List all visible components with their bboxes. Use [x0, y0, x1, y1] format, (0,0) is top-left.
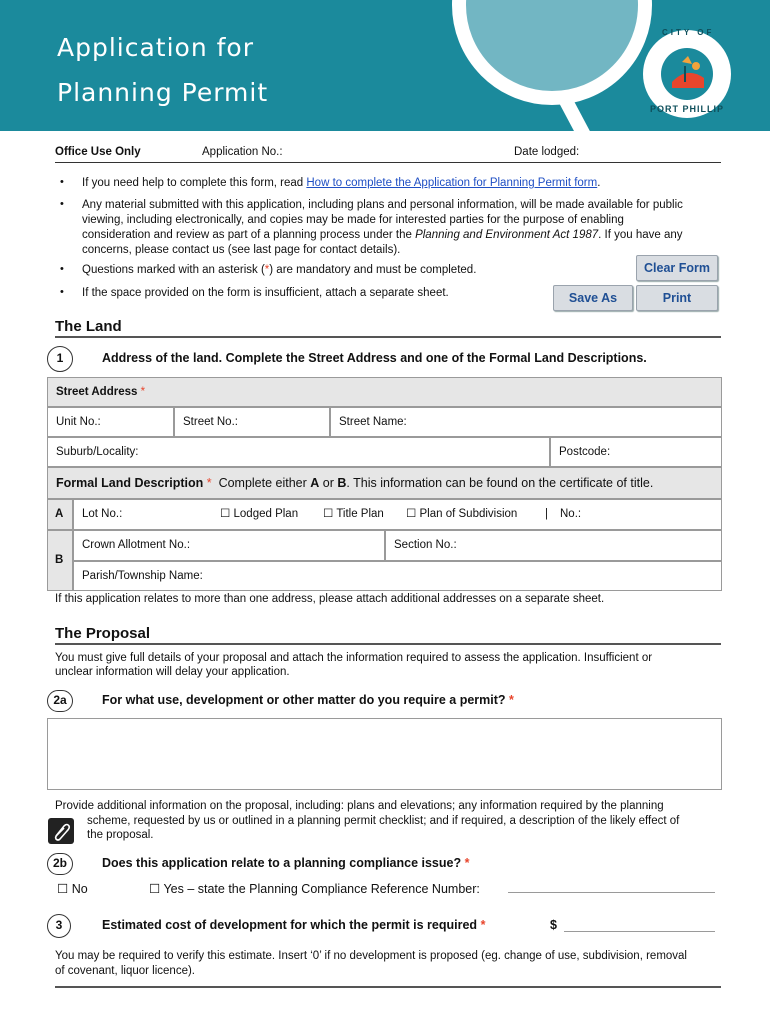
compliance-reference-input[interactable] [508, 892, 715, 893]
clear-form-button[interactable]: Clear Form [636, 255, 718, 281]
verify-estimate-note [55, 949, 687, 978]
question-number-2b: 2b [47, 853, 73, 875]
bullet-help-post: . [597, 177, 601, 189]
save-as-button[interactable]: Save As [553, 285, 633, 311]
question-2a-text [102, 693, 514, 707]
lot-no-label: Lot No.: [82, 508, 123, 520]
question-2a-label: For what use, development or other matter do you require a permit? [102, 693, 506, 707]
bullet-asterisk [82, 263, 476, 278]
bullet-space: If the space provided on the form is insufficient, attach a separate sheet. [82, 287, 449, 299]
required-marker: * [480, 918, 486, 932]
additional-info [55, 799, 725, 843]
postcode-label: Postcode: [559, 446, 611, 458]
additional-info-line1: Provide additional information on the proposal, including: plans and elevations; any information required by the planning [55, 800, 664, 812]
header-banner [0, 0, 770, 131]
formal-desc-a: A [310, 476, 320, 490]
postcode-field[interactable] [550, 437, 722, 467]
question-number-1: 1 [47, 346, 73, 372]
bullet-asterisk-pre: Questions marked with an asterisk ( [82, 264, 265, 276]
crown-allotment-field[interactable] [73, 530, 385, 561]
divider: | [545, 508, 548, 520]
yes-label: Yes – state the Planning Compliance Reference Number: [163, 882, 480, 896]
lot-no-field[interactable] [73, 499, 722, 530]
logo-bottom-text: PORT PHILLIP [650, 104, 725, 114]
verify-line1: You may be required to verify this estimate. Insert ‘0’ if no development is proposed (eg. change of use, subdivision, removal [55, 950, 687, 962]
section-no-label: Section No.: [394, 539, 457, 551]
page-title-line1: Application for [57, 33, 255, 62]
section-no-field[interactable] [385, 530, 722, 561]
question-2b-text [102, 856, 469, 870]
required-marker: * [206, 476, 212, 490]
how-to-complete-link[interactable]: How to complete the Application for Planning Permit form [306, 177, 598, 189]
suburb-label: Suburb/Locality: [56, 446, 139, 458]
city-logo [632, 22, 742, 122]
multiple-address-note: If this application relates to more than one address, please attach additional addresses on a separate sheet. [55, 593, 605, 605]
required-marker: * [140, 386, 146, 398]
question-1-text: Address of the land. Complete the Street Address and one of the Formal Land Descriptions. [102, 351, 647, 365]
compliance-no-option[interactable] [57, 881, 88, 896]
bullet-material-line3-pre: consideration and review as part of a planning process under the [82, 229, 416, 241]
question-3-label: Estimated cost of development for which the permit is required [102, 918, 478, 932]
question-2b-label: Does this application relate to a planning compliance issue? [102, 856, 462, 870]
application-no-label: Application No.: [202, 146, 283, 158]
lodged-plan-option[interactable] [220, 500, 298, 529]
question-number-2a: 2a [47, 690, 73, 712]
bullet-help-pre: If you need help to complete this form, read [82, 177, 307, 189]
act-name: Planning and Environment Act 1987 [415, 229, 599, 241]
office-use-label: Office Use Only [55, 146, 141, 158]
verify-line2: of covenant, liquor licence). [55, 964, 195, 977]
formal-desc-post: . This information can be found on the certificate of title. [346, 476, 654, 490]
formal-desc-b: B [337, 476, 347, 490]
section-title-land: The Land [55, 318, 122, 335]
row-b-label [47, 530, 73, 591]
asterisk-marker: * [264, 264, 270, 276]
bullet-material-line3 [82, 228, 722, 243]
street-address-header [47, 377, 722, 407]
street-no-label: Street No.: [183, 416, 238, 428]
unit-no-field[interactable] [47, 407, 174, 437]
proposal-intro-line2: unclear information will delay your application. [55, 666, 290, 678]
print-button[interactable]: Print [636, 285, 718, 311]
checkbox-icon: ☐ [220, 508, 231, 520]
section-rule-land [55, 336, 721, 338]
paperclip-glyph-icon [48, 818, 74, 844]
checkbox-icon: ☐ [149, 882, 161, 896]
street-name-label: Street Name: [339, 416, 407, 428]
question-number-3: 3 [47, 914, 71, 938]
bullet-asterisk-post: ) are mandatory and must be completed. [269, 264, 477, 276]
bullet-dot: • [60, 286, 64, 298]
bullet-material [82, 198, 722, 258]
parish-label: Parish/Township Name: [82, 570, 203, 582]
suburb-field[interactable] [47, 437, 550, 467]
decorative-stem [559, 97, 590, 131]
bullet-help [82, 176, 600, 191]
row-a-label: A [47, 499, 73, 530]
page-title-line2: Planning Permit [57, 78, 269, 107]
row-b-text: B [55, 554, 64, 566]
plan-of-subdivision-label: Plan of Subdivision [419, 508, 518, 520]
bullet-material-line2: viewing, including electronically, and copies may be made for interested parties for the purpose of enabling [82, 214, 624, 226]
checkbox-icon: ☐ [57, 882, 69, 896]
paperclip-icon [48, 818, 74, 844]
proposal-intro [55, 651, 652, 679]
bullet-dot: • [60, 176, 64, 188]
compliance-yes-option[interactable] [149, 881, 480, 896]
parish-field[interactable] [73, 561, 722, 591]
date-lodged-label: Date lodged: [514, 146, 580, 158]
checkbox-icon: ☐ [323, 508, 334, 520]
bullet-material-line1: Any material submitted with this application, including plans and personal information, will be made available for public [82, 199, 683, 211]
street-name-field[interactable] [330, 407, 722, 437]
office-rule [55, 162, 721, 163]
street-address-label: Street Address [56, 386, 138, 398]
formal-desc-label: Formal Land Description [56, 476, 204, 490]
lodged-plan-label: Lodged Plan [233, 508, 299, 520]
section-rule-proposal [55, 643, 721, 645]
question-3-text [102, 918, 485, 932]
title-plan-label: Title Plan [336, 508, 384, 520]
street-no-field[interactable] [174, 407, 330, 437]
bullet-material-line3-post: . If you have any [598, 229, 683, 241]
additional-info-line2: scheme, requested by us or outlined in a planning permit checklist; and if required, a description of the likely effect of [87, 814, 680, 827]
no-label: No [71, 882, 88, 896]
unit-no-label: Unit No.: [56, 416, 101, 428]
proposal-intro-line1: You must give full details of your proposal and attach the information required to assess the application. Insufficient or [55, 652, 653, 664]
title-plan-option[interactable] [323, 500, 384, 529]
proposal-textarea[interactable] [47, 718, 722, 790]
formal-desc-or: or [319, 476, 338, 490]
dollar-sign: $ [550, 918, 557, 932]
required-marker: * [509, 693, 514, 707]
crown-allotment-label: Crown Allotment No.: [82, 539, 191, 551]
formal-desc-pre: Complete either [218, 476, 311, 490]
bullet-dot: • [60, 198, 64, 210]
logo-top-text: CITY OF [662, 28, 715, 37]
plan-of-subdivision-option[interactable] [406, 500, 517, 529]
required-marker: * [464, 856, 470, 870]
bottom-rule [55, 986, 721, 988]
decorative-ring [452, 0, 652, 105]
checkbox-icon: ☐ [406, 508, 417, 520]
estimated-cost-input[interactable] [564, 931, 715, 932]
bullet-material-line4: concerns, please contact us (see last page for contact details). [82, 244, 401, 256]
formal-land-description-header [47, 467, 722, 499]
section-title-proposal: The Proposal [55, 625, 151, 642]
additional-info-line3: the proposal. [87, 829, 154, 841]
plan-no-label: No.: [560, 508, 582, 520]
bullet-dot: • [60, 263, 64, 275]
